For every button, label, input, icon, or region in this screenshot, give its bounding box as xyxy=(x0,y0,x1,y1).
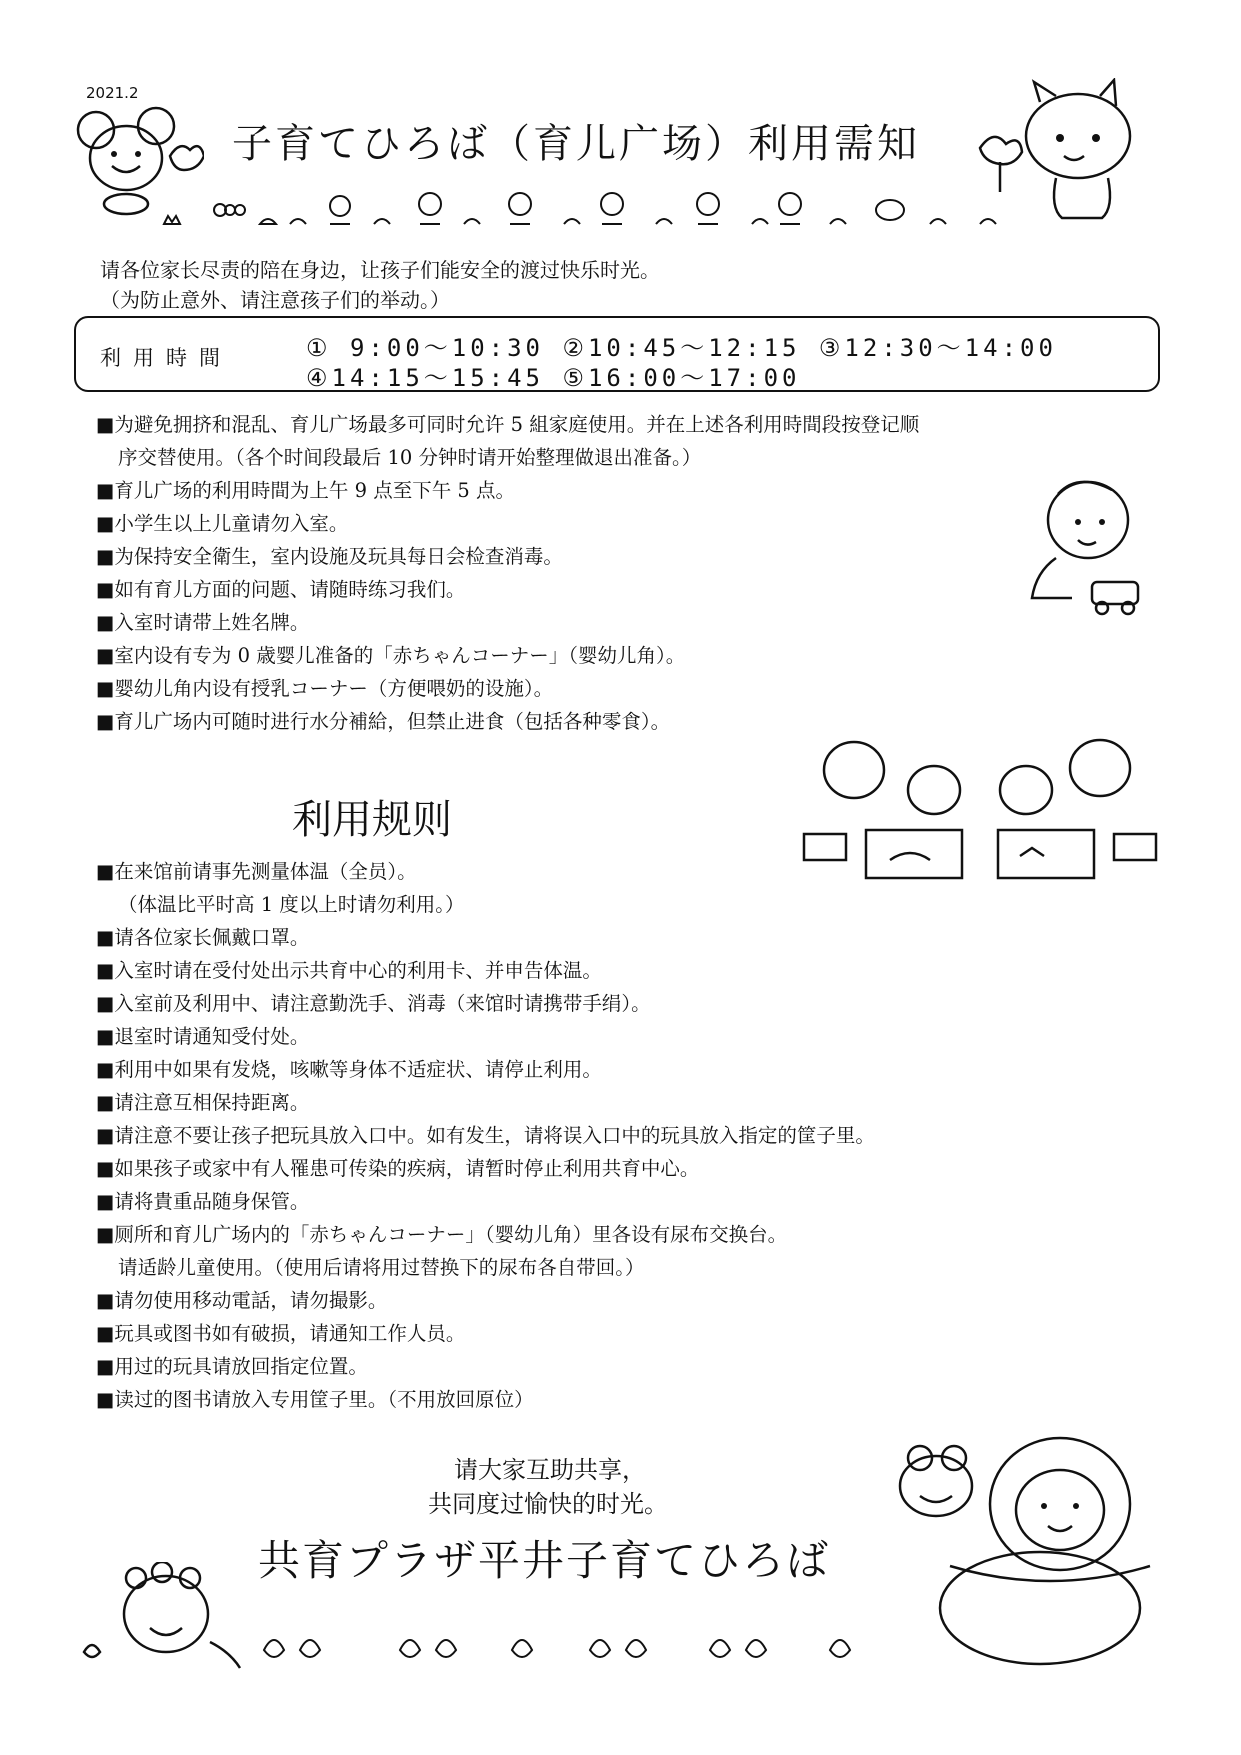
notice-item: ■小学生以上儿童请勿入室。 xyxy=(96,512,349,535)
rule-item: 请适龄儿童使用。（使用后请将用过替换下的尿布各自带回。） xyxy=(118,1256,645,1279)
rule-item: ■请勿使用移动電話，请勿撮影。 xyxy=(96,1289,388,1312)
notice-item: ■育儿广场内可随时进行水分補給，但禁止进食（包括各种零食）。 xyxy=(96,710,671,733)
notice-item: ■入室时请带上姓名牌。 xyxy=(96,611,310,634)
rule-item: ■请各位家长佩戴口罩。 xyxy=(96,926,310,949)
rule-item: ■用过的玩具请放回指定位置。 xyxy=(96,1355,368,1378)
notice-item: ■室内设有专为 0 歳婴儿准备的「赤ちゃんコーナー」（婴幼儿角）。 xyxy=(96,644,686,667)
hours-line-1: ① 9:00～10:30 ②10:45～12:15 ③12:30～14:00 xyxy=(306,334,1057,362)
rule-item: ■退室时请通知受付处。 xyxy=(96,1025,310,1048)
boy-toy-car-illustration xyxy=(1022,470,1152,620)
notice-item: ■如有育儿方面的问题、请随時练习我们。 xyxy=(96,578,466,601)
rule-item: ■请将貴重品随身保管。 xyxy=(96,1190,310,1213)
notice-item: ■为避免拥挤和混乱、育儿广场最多可同时允许 5 組家庭使用。并在上述各利用時間段按登记顺 xyxy=(96,413,920,436)
notice-list xyxy=(96,408,919,738)
notice-item: ■育儿广场的利用時間为上午 9 点至下午 5 点。 xyxy=(96,479,516,502)
intro-line-2: （为防止意外、请注意孩子们的举动。） xyxy=(100,288,450,312)
intro-line-1: 请各位家长尽责的陪在身边，让孩子们能安全的渡过快乐时光。 xyxy=(100,258,660,282)
organization-name: 共育プラザ平井子育てひろば xyxy=(258,1536,831,1585)
flower-border-top xyxy=(160,180,1040,240)
notice-item: 序交替使用。（各个时间段最后 10 分钟时请开始整理做退出准备。） xyxy=(118,446,702,469)
frog-sheep-illustration xyxy=(890,1430,1160,1670)
rule-item: ■玩具或图书如有破损，请通知工作人员。 xyxy=(96,1322,466,1345)
page-title: 子育てひろば（育儿广场）利用需知 xyxy=(232,121,920,167)
rule-item: ■请注意不要让孩子把玩具放入口中。如有发生，请将误入口中的玩具放入指定的筐子里。 xyxy=(96,1124,875,1147)
closing-line-1: 请大家互助共享， xyxy=(454,1456,646,1484)
rules-list xyxy=(96,855,875,1416)
rule-item: ■如果孩子或家中有人罹患可传染的疾病，请暂时停止利用共育中心。 xyxy=(96,1157,700,1180)
rule-item: ■入室前及利用中、请注意勤洗手、消毒（来馆时请携带手绢）。 xyxy=(96,992,651,1015)
rule-item: （体温比平时高 1 度以上时请勿利用。） xyxy=(118,893,465,916)
rule-item: ■在来馆前请事先测量体温（全员）。 xyxy=(96,860,417,883)
notice-item: ■婴幼儿角内设有授乳コーナー（方便喂奶的设施）。 xyxy=(96,677,554,700)
rule-item: ■厕所和育儿广场内的「赤ちゃんコーナー」（婴幼儿角）里各设有尿布交换台。 xyxy=(96,1223,788,1246)
rule-item: ■入室时请在受付处出示共育中心的利用卡、并申告体温。 xyxy=(96,959,602,982)
notice-item: ■为保持安全衛生，室内设施及玩具每日会检查消毒。 xyxy=(96,545,563,568)
rule-item: ■利用中如果有发烧，咳嗽等身体不适症状、请停止利用。 xyxy=(96,1058,602,1081)
closing-line-2: 共同度过愉快的时光。 xyxy=(428,1490,668,1518)
rule-item: ■请注意互相保持距离。 xyxy=(96,1091,310,1114)
date-label: 2021.2 xyxy=(86,84,139,102)
hours-label: 利用時間 xyxy=(100,346,232,370)
flower-mouse-illustration xyxy=(80,1562,260,1682)
flower-border-bottom xyxy=(260,1610,880,1670)
rules-title: 利用规则 xyxy=(292,797,452,843)
rule-item: ■读过的图书请放入专用筐子里。（不用放回原位） xyxy=(96,1388,534,1411)
hours-line-2: ④14:15～15:45 ⑤16:00～17:00 xyxy=(306,364,801,392)
